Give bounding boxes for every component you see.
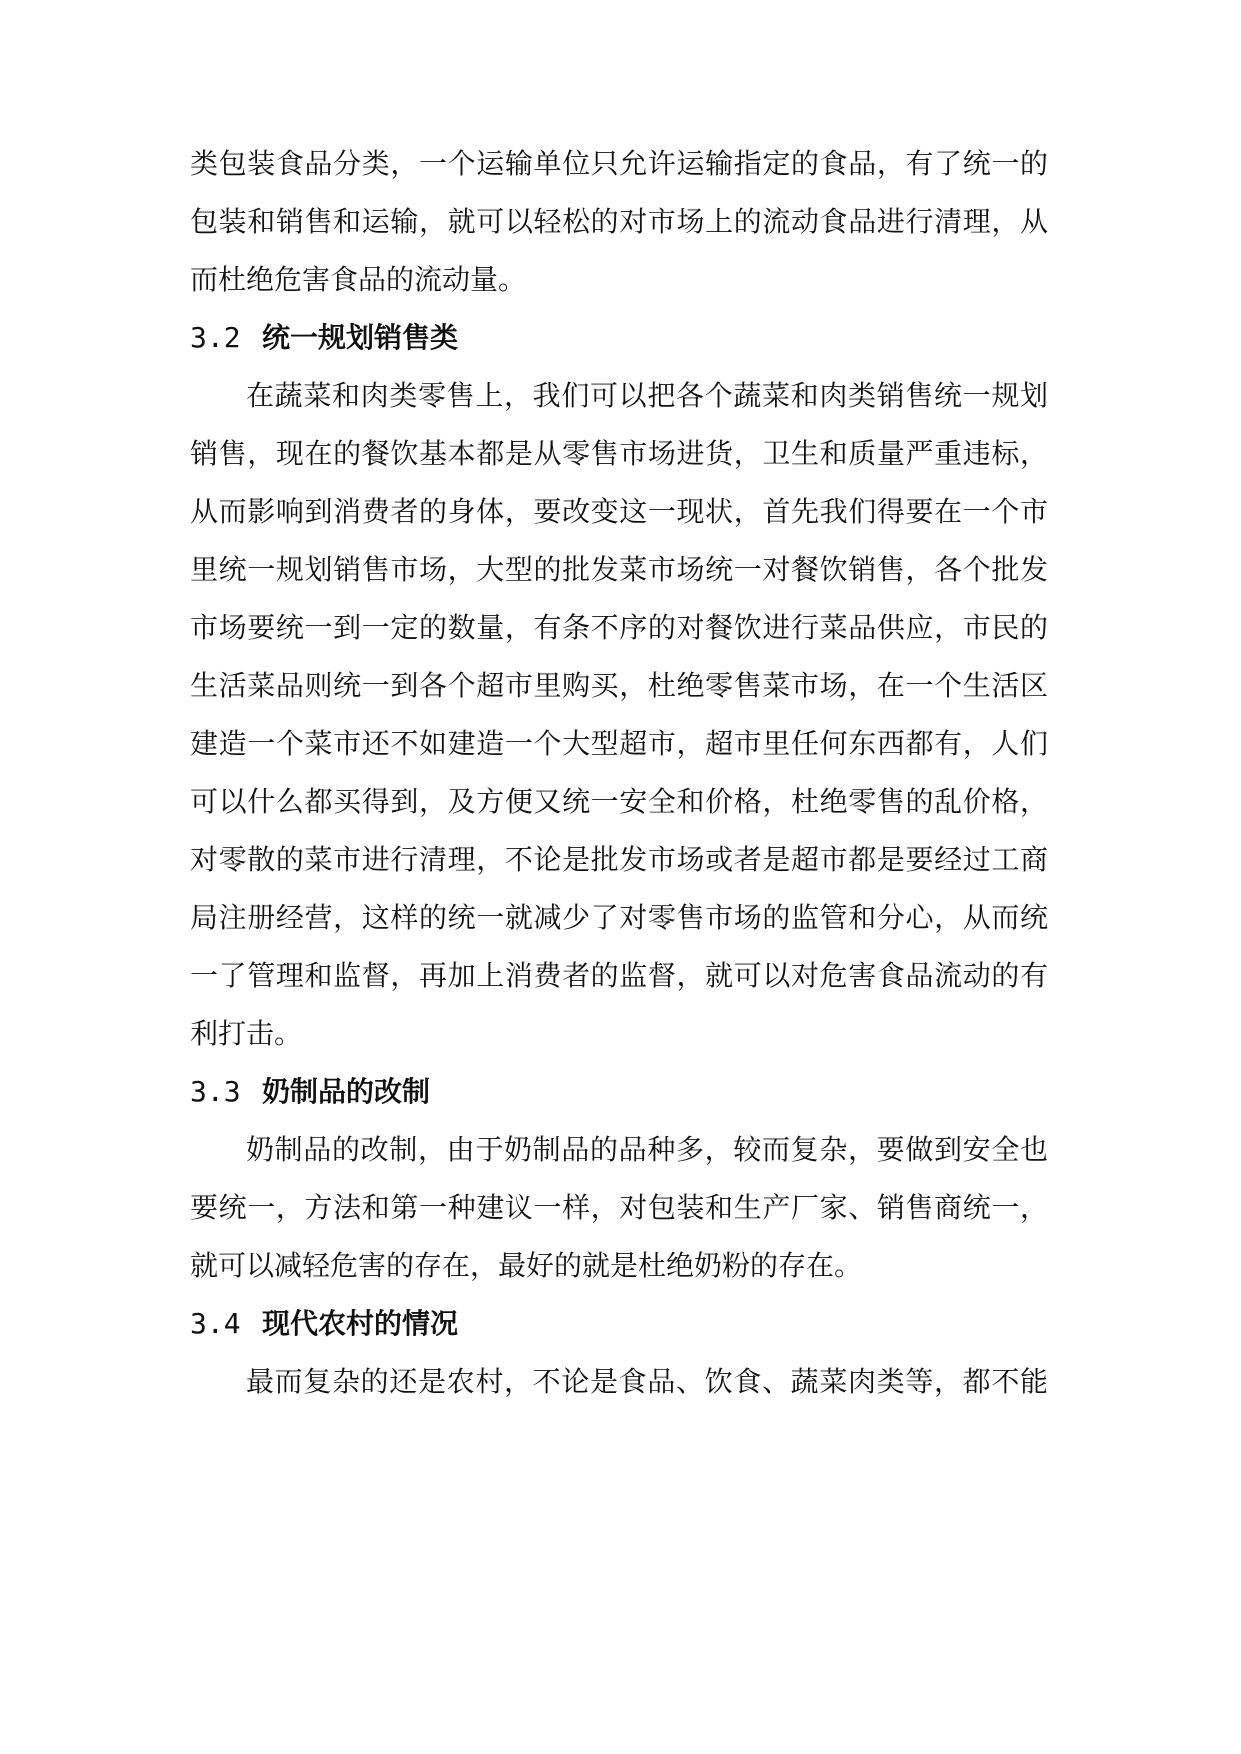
body-line: 最而复杂的还是农村，不论是食品、饮食、蔬菜肉类等，都不能 [246, 1365, 1048, 1398]
section-title: 统一规划销售类 [262, 321, 459, 354]
body-line: 局注册经营，这样的统一就减少了对零售市场的监管和分心，从而统 [190, 901, 1048, 934]
body-line: 包装和销售和运输，就可以轻松的对市场上的流动食品进行清理，从 [190, 205, 1048, 238]
section-heading-3-3 [190, 1075, 430, 1109]
section-title: 奶制品的改制 [262, 1075, 431, 1108]
body-line: 类包装食品分类，一个运输单位只允许运输指定的食品，有了统一的 [190, 147, 1048, 180]
section-heading-3-2 [190, 321, 458, 355]
section-title: 现代农村的情况 [262, 1307, 459, 1340]
body-line: 要统一，方法和第一种建议一样，对包装和生产厂家、销售商统一， [190, 1191, 1048, 1224]
body-line: 建造一个菜市还不如建造一个大型超市，超市里任何东西都有，人们 [190, 727, 1048, 760]
section-number: 3.3 [190, 1075, 241, 1108]
body-line: 销售，现在的餐饮基本都是从零售市场进货，卫生和质量严重违标， [190, 437, 1048, 470]
body-line: 可以什么都买得到，及方便又统一安全和价格，杜绝零售的乱价格， [190, 785, 1048, 818]
section-heading-3-4 [190, 1307, 458, 1341]
body-line: 奶制品的改制，由于奶制品的品种多，较而复杂，要做到安全也 [246, 1133, 1048, 1166]
body-line: 生活菜品则统一到各个超市里购买，杜绝零售菜市场，在一个生活区 [190, 669, 1048, 702]
body-line: 对零散的菜市进行清理，不论是批发市场或者是超市都是要经过工商 [190, 843, 1048, 876]
body-line: 里统一规划销售市场，大型的批发菜市场统一对餐饮销售，各个批发 [190, 553, 1048, 586]
section-number: 3.2 [190, 321, 241, 354]
section-number: 3.4 [190, 1307, 241, 1340]
body-line: 一了管理和监督，再加上消费者的监督，就可以对危害食品流动的有 [190, 959, 1048, 992]
body-line: 就可以减轻危害的存在，最好的就是杜绝奶粉的存在。 [190, 1249, 863, 1282]
body-line: 利打击。 [190, 1017, 303, 1050]
body-line: 在蔬菜和肉类零售上，我们可以把各个蔬菜和肉类销售统一规划 [246, 379, 1048, 412]
body-line: 市场要统一到一定的数量，有条不序的对餐饮进行菜品供应，市民的 [190, 611, 1048, 644]
body-line: 而杜绝危害食品的流动量。 [190, 263, 527, 296]
body-line: 从而影响到消费者的身体，要改变这一现状，首先我们得要在一个市 [190, 495, 1048, 528]
